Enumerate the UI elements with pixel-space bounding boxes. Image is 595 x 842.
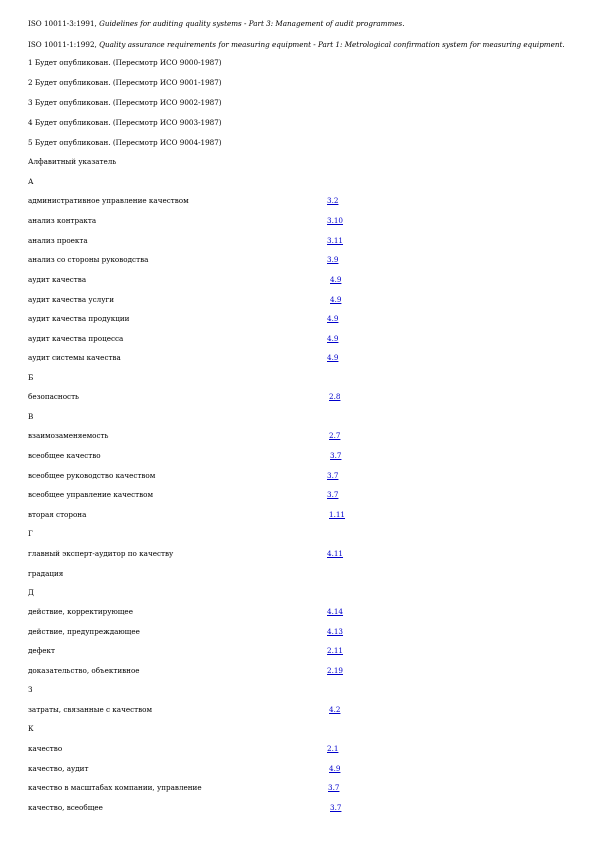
footnote: 1 Будет опубликован. (Пересмотр ИСО 9000-1987) <box>28 58 222 67</box>
index-title: Алфавитный указатель <box>28 157 117 166</box>
index-ref-link[interactable]: 2.11 <box>327 646 344 655</box>
index-term: анализ проекта <box>28 236 88 245</box>
index-ref-link[interactable]: 4.11 <box>327 549 344 558</box>
index-ref-link[interactable]: 4.9 <box>327 334 339 343</box>
index-term: аудит качества продукции <box>28 314 130 323</box>
footnote: 2 Будет опубликован. (Пересмотр ИСО 9001-1987) <box>28 78 222 87</box>
reference-line <box>28 40 565 50</box>
index-term: качество, всеобщее <box>28 803 103 812</box>
index-term: качество <box>28 744 63 753</box>
index-term: затраты, связанные с качеством <box>28 705 153 714</box>
index-term: вторая сторона <box>28 510 87 519</box>
index-term: аудит системы качества <box>28 353 121 362</box>
index-ref-link[interactable]: 3.10 <box>327 216 344 225</box>
index-term: аудит качества <box>28 275 87 284</box>
index-ref-link[interactable]: 3.11 <box>327 236 344 245</box>
index-ref-link[interactable]: 4.9 <box>330 275 342 284</box>
index-term: взаимозаменяемость <box>28 431 109 440</box>
reference-code: ISO 10011-3:1991, <box>28 19 97 28</box>
index-term: главный эксперт-аудитор по качеству <box>28 549 174 558</box>
index-term: анализ со стороны руководства <box>28 255 149 264</box>
index-term: качество, аудит <box>28 764 89 773</box>
index-ref-link[interactable]: 2.1 <box>327 744 339 753</box>
index-ref-link[interactable]: 4.9 <box>330 295 342 304</box>
index-term: административное управление качеством <box>28 196 189 205</box>
index-letter: З <box>28 685 33 694</box>
index-term: всеобщее управление качеством <box>28 490 154 499</box>
reference-title: Guidelines for auditing quality systems - Part 3: Management of audit programmes. <box>96 19 405 28</box>
index-term: всеобщее руководство качеством <box>28 471 156 480</box>
index-ref-link[interactable]: 3.9 <box>327 255 339 264</box>
index-letter: К <box>28 724 34 733</box>
index-ref-link[interactable]: 4.13 <box>327 627 344 636</box>
index-letter: А <box>28 177 34 186</box>
index-letter: В <box>28 412 34 421</box>
index-term: градация <box>28 569 64 578</box>
index-term: действие, корректирующее <box>28 607 133 616</box>
index-ref-link[interactable]: 2.8 <box>329 392 341 401</box>
index-ref-link[interactable]: 3.7 <box>327 490 339 499</box>
footnote: 4 Будет опубликован. (Пересмотр ИСО 9003-1987) <box>28 118 222 127</box>
index-term: доказательство, объективное <box>28 666 140 675</box>
index-ref-link[interactable]: 2.7 <box>329 431 341 440</box>
index-term: аудит качества процесса <box>28 334 124 343</box>
document-page <box>28 0 581 842</box>
index-ref-link[interactable]: 3.7 <box>330 803 342 812</box>
reference-line <box>28 19 405 29</box>
index-ref-link[interactable]: 4.9 <box>329 764 341 773</box>
footnote: 5 Будет опубликован. (Пересмотр ИСО 9004-1987) <box>28 138 222 147</box>
index-ref-link[interactable]: 3.7 <box>328 783 340 792</box>
index-ref-link[interactable]: 2.19 <box>327 666 344 675</box>
index-ref-link[interactable]: 4.9 <box>327 314 339 323</box>
index-term: дефект <box>28 646 56 655</box>
index-ref-link[interactable]: 1.11 <box>329 510 346 519</box>
index-term: аудит качества услуги <box>28 295 114 304</box>
reference-code: ISO 10011-1:1992, <box>28 40 97 49</box>
index-letter: Б <box>28 373 34 382</box>
index-term: анализ контракта <box>28 216 97 225</box>
index-ref-link[interactable]: 3.7 <box>327 471 339 480</box>
index-ref-link[interactable]: 3.2 <box>327 196 339 205</box>
index-term: качество в масштабах компании, управление <box>28 783 202 792</box>
index-letter: Г <box>28 529 33 538</box>
index-term: действие, предупреждающее <box>28 627 140 636</box>
index-ref-link[interactable]: 4.9 <box>327 353 339 362</box>
index-term: безопасность <box>28 392 79 401</box>
index-ref-link[interactable]: 4.14 <box>327 607 344 616</box>
reference-title: Quality assurance requirements for measuring equipment - Part 1: Metrological confirmation system for measuring equipment. <box>96 40 565 49</box>
index-letter: Д <box>28 588 34 597</box>
index-ref-link[interactable]: 3.7 <box>330 451 342 460</box>
footnote: 3 Будет опубликован. (Пересмотр ИСО 9002-1987) <box>28 98 222 107</box>
index-ref-link[interactable]: 4.2 <box>329 705 341 714</box>
index-term: всеобщее качество <box>28 451 101 460</box>
